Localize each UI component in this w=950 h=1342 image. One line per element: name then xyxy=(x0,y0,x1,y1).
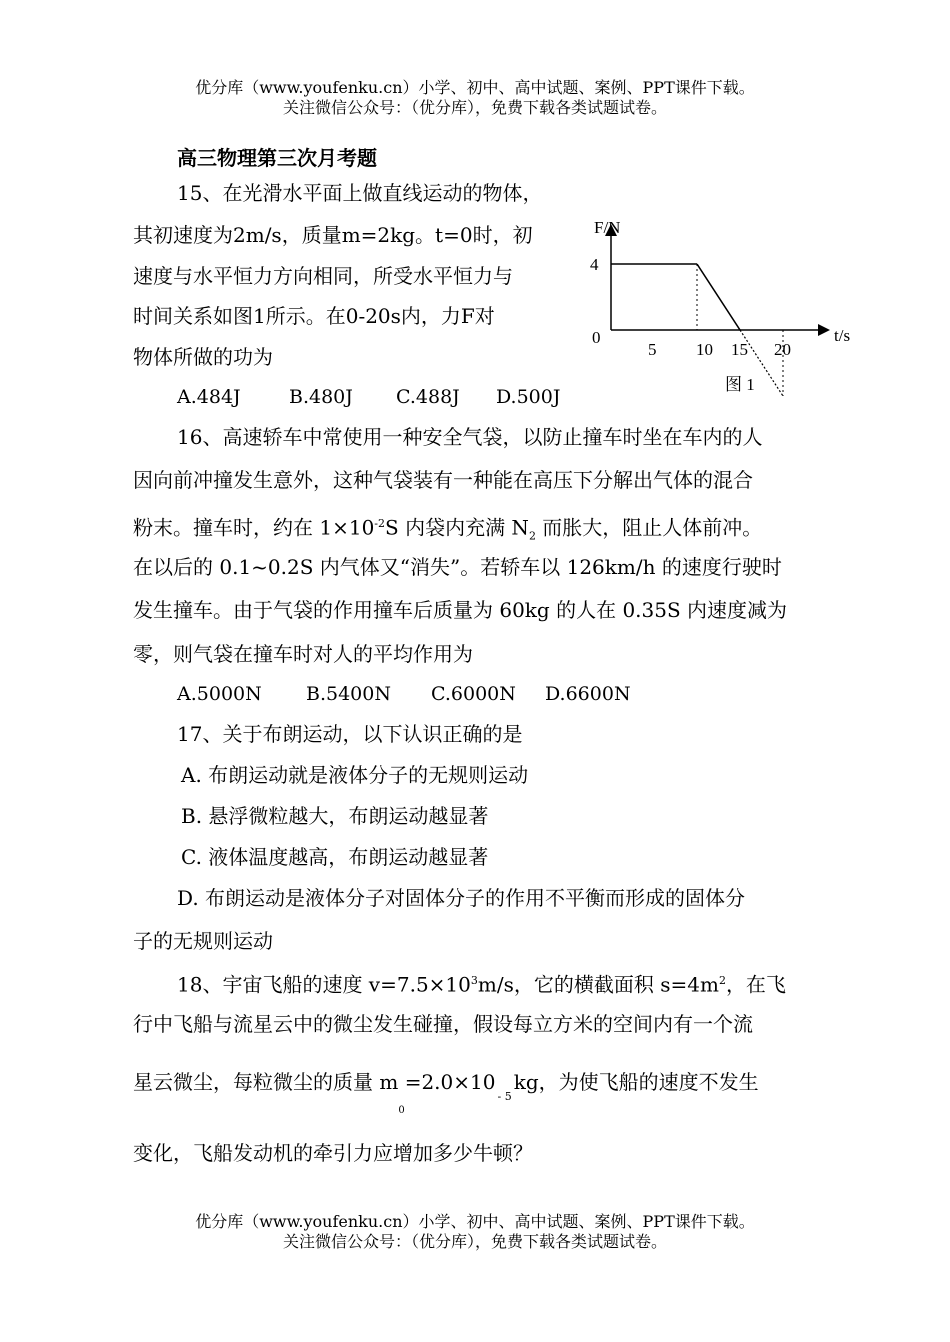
q15-line: 15、在光滑水平面上做直线运动的物体， xyxy=(177,181,543,205)
q16-line: 因向前冲撞发生意外，这种气袋装有一种能在高压下分解出气体的混合 xyxy=(133,468,753,492)
q16-line: 发生撞车。由于气袋的作用撞车后质量为 60kg 的人在 0.35S 内速度减为 xyxy=(133,598,788,622)
q17-option-c: C. 液体温度越高，布朗运动越显著 xyxy=(181,845,489,869)
x-tick-label: 20 xyxy=(774,340,791,359)
q16-option-b: B.5400N xyxy=(306,683,391,705)
footer-line-2: 关注微信公众号：（优分库），免费下载各类试题试卷。 xyxy=(282,1232,667,1251)
q16-line: 零，则气袋在撞车时对人的平均作用为 xyxy=(133,642,473,666)
figure-1-chart xyxy=(580,210,870,410)
y-tick-label: 4 xyxy=(590,255,599,274)
q15-line: 速度与水平恒力方向相同，所受水平恒力与 xyxy=(133,264,513,288)
x-tick-label: 10 xyxy=(696,340,713,359)
q15-line: 时间关系如图1所示。在0-20s内，力F对 xyxy=(133,304,495,328)
origin-label: 0 xyxy=(592,328,601,347)
q18-line: 变化，飞船发动机的牵引力应增加多少牛顿？ xyxy=(133,1141,533,1165)
q15-line: 物体所做的功为 xyxy=(133,345,273,369)
q16-line: 在以后的 0.1~0.2S 内气体又“消失”。若轿车以 126km/h 的速度行驶时 xyxy=(133,555,782,579)
header-line-2: 关注微信公众号：（优分库），免费下载各类试题试卷。 xyxy=(282,98,667,117)
page-title: 高三物理第三次月考题 xyxy=(177,146,377,170)
q17-option-b: B. 悬浮微粒越大，布朗运动越显著 xyxy=(181,804,489,828)
y-axis-label: F/N xyxy=(594,218,621,237)
caption: 图 1 xyxy=(725,375,755,394)
q16-line: 粉末。撞车时，约在 $1\times 10^{-2}S$ 内袋内充满 $N_2$ 而胀大，阻止人体前冲。 xyxy=(133,515,763,543)
q16-option-c: C.6000N xyxy=(431,683,516,705)
q16-option-d: D.6600N xyxy=(545,683,631,705)
header-line-1: 优分库（www.youfenku.cn）小学、初中、高中试题、案例、PPT课件下载。 xyxy=(195,78,755,97)
q15-option-d: D.500J xyxy=(496,386,561,408)
q18-line: 星云微尘，每粒微尘的质量 $m_0=2.0\times 10_{- 5}kg$，为使飞船的速度不发生 xyxy=(133,1070,759,1116)
footer-line-1: 优分库（www.youfenku.cn）小学、初中、高中试题、案例、PPT课件下载。 xyxy=(195,1212,755,1231)
q18-line: 18、宇宙飞船的速度 $v=7.5\times 10^3m/s$，它的横截面积 $s=4m^2$，在飞 xyxy=(177,972,786,997)
q15-option-b: B.480J xyxy=(289,386,353,408)
q17-option-a: A. 布朗运动就是液体分子的无规则运动 xyxy=(181,763,529,787)
x-tick-label: 5 xyxy=(648,340,657,359)
q15-line: 其初速度为2m/s，质量m=2kg。t=0时，初 xyxy=(133,223,533,247)
f-t-segment xyxy=(697,264,740,330)
q15-option-a: A.484J xyxy=(177,386,241,408)
q17-stem: 17、关于布朗运动，以下认识正确的是 xyxy=(177,722,523,746)
q17-option-d-cont: 子的无规则运动 xyxy=(133,929,273,953)
q15-option-c: C.488J xyxy=(396,386,460,408)
x-axis-label: t/s xyxy=(834,326,851,345)
q17-option-d: D. 布朗运动是液体分子对固体分子的作用不平衡而形成的固体分 xyxy=(177,886,746,910)
q16-line: 16、高速轿车中常使用一种安全气袋，以防止撞车时坐在车内的人 xyxy=(177,425,763,449)
q16-option-a: A.5000N xyxy=(177,683,262,705)
x-tick-label: 15 xyxy=(731,340,748,359)
q18-line: 行中飞船与流星云中的微尘发生碰撞，假设每立方米的空间内有一个流 xyxy=(133,1012,753,1036)
